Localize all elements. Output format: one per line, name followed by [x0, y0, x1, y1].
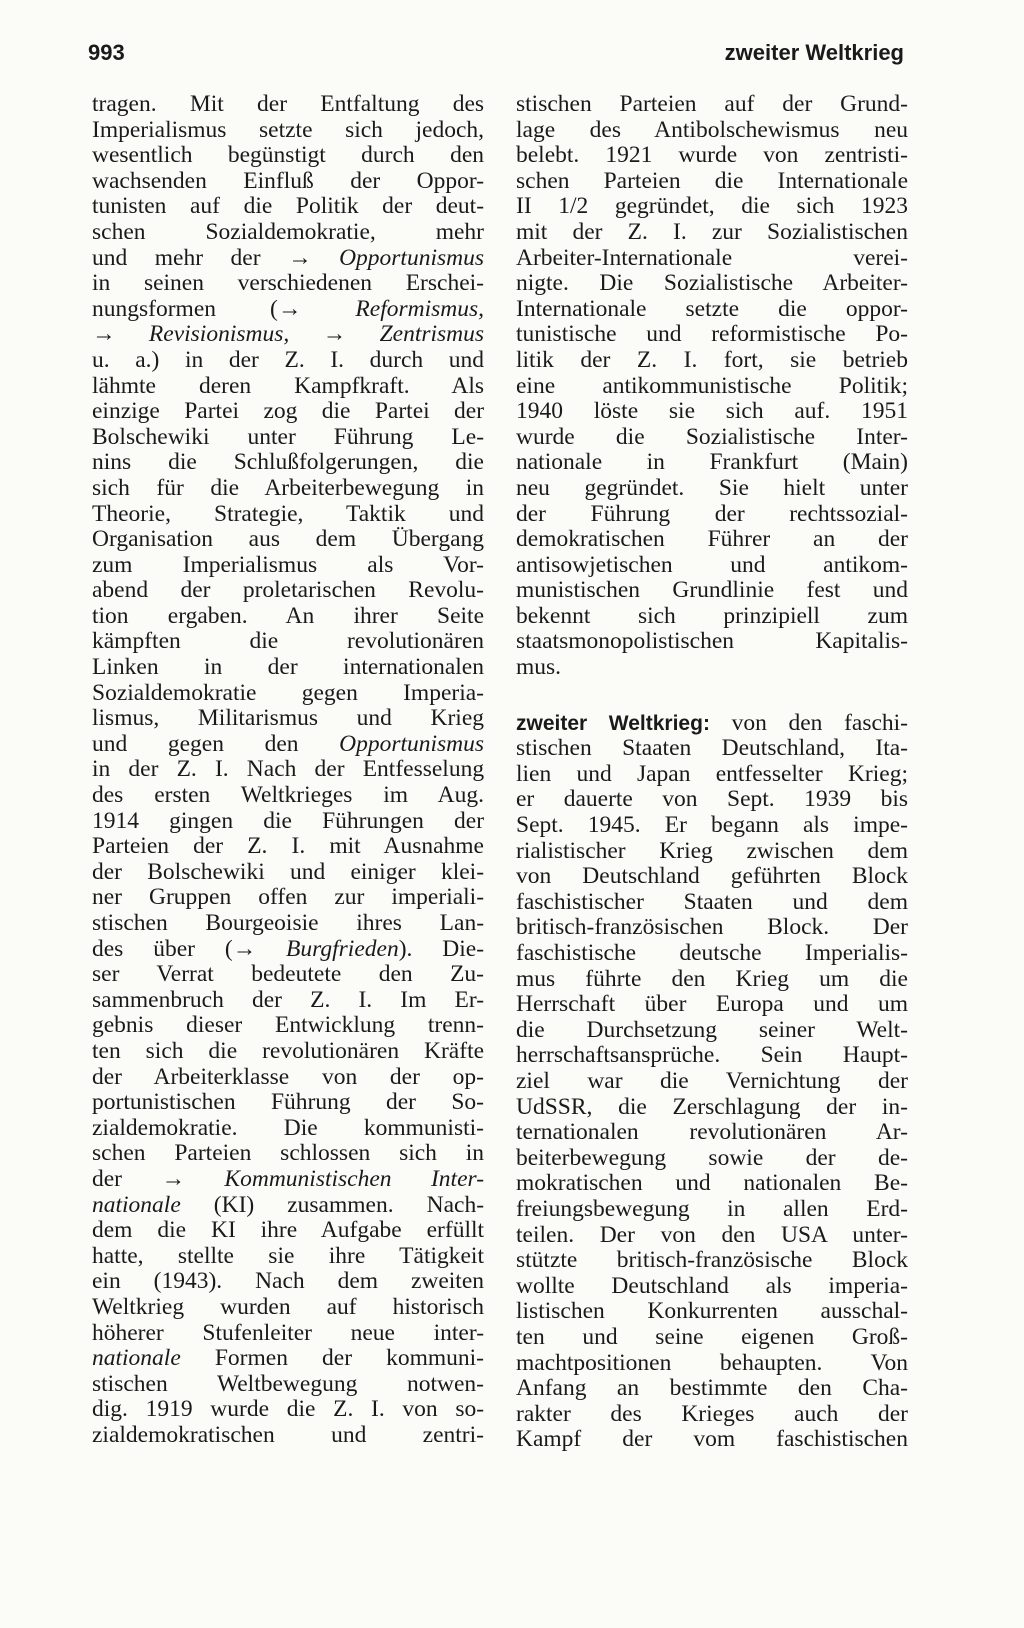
text-line: faschistische deutsche Imperialis- — [516, 941, 908, 966]
text-line: des über (→ Burgfrieden). Die- — [92, 936, 484, 962]
text-line: zialdemokratie. Die kommunisti- — [92, 1115, 484, 1141]
text-line: tragen. Mit der Entfaltung des — [92, 92, 484, 117]
text-line: der Bolschewiki und einiger klei- — [92, 859, 484, 885]
text-line: UdSSR, die Zerschlagung der in- — [516, 1094, 908, 1120]
text-line: Weltkrieg wurden auf historisch — [92, 1294, 484, 1320]
text-line: zialdemokratischen und zentri- — [92, 1422, 484, 1448]
dictionary-entry — [516, 711, 908, 1453]
text-line: hatte, stellte sie ihre Tätigkeit — [92, 1243, 484, 1269]
text-line: 1914 gingen die Führungen der — [92, 808, 484, 834]
text-line: munistischen Grundlinie fest und — [516, 578, 908, 604]
text-line: sammenbruch der Z. I. Im Er- — [92, 987, 484, 1013]
text-line: in seinen verschiedenen Erschei- — [92, 271, 484, 297]
text-line: dem die KI ihre Aufgabe erfüllt — [92, 1218, 484, 1244]
text-line: wesentlich begünstigt durch den — [92, 143, 484, 169]
text-line: ten und seine eigenen Groß- — [516, 1324, 908, 1350]
text-line: Imperialismus setzte sich jedoch, — [92, 117, 484, 143]
text-line: und mehr der → Opportunismus — [92, 245, 484, 271]
text-line: faschistischer Staaten und dem — [516, 889, 908, 915]
text-line: stischen Staaten Deutschland, Ita- — [516, 736, 908, 762]
text-line: Arbeiter-Internationale verei- — [516, 245, 908, 271]
entry-first-line — [516, 711, 908, 737]
text-line: mus. — [516, 655, 562, 681]
text-line: eine antikommunistische Politik; — [516, 373, 908, 399]
text-line: rialistischer Krieg zwischen dem — [516, 838, 908, 864]
text-line: abend der proletarischen Revolu- — [92, 578, 484, 604]
text-line: nungsformen (→ Reformismus, — [92, 296, 484, 322]
text-line: Linken in der internationalen — [92, 655, 484, 681]
text-line: britisch-französischen Block. Der — [516, 915, 908, 941]
text-line: Kampf der vom faschistischen — [516, 1427, 908, 1453]
text-line: Parteien der Z. I. mit Ausnahme — [92, 834, 484, 860]
text-line: zum Imperialismus als Vor- — [92, 552, 484, 578]
text-line: Organisation aus dem Übergang — [92, 527, 484, 553]
text-line: in der Z. I. Nach der Entfesselung — [92, 757, 484, 783]
text-line: schen Parteien die Internationale — [516, 168, 908, 194]
text-line: teilen. Der von den USA unter- — [516, 1222, 908, 1248]
text-line: 1940 löste sie sich auf. 1951 — [516, 399, 908, 425]
right-column — [516, 92, 908, 1453]
text-line: kämpften die revolutionären — [92, 629, 484, 655]
text-line: nationale in Frankfurt (Main) — [516, 450, 908, 476]
text-line: nationale Formen der kommuni- — [92, 1346, 484, 1372]
text-line: höherer Stufenleiter neue inter- — [92, 1320, 484, 1346]
entry-first-line-text: von den faschi- — [731, 710, 908, 736]
text-line: schen Sozialdemokratie, mehr — [92, 219, 484, 245]
text-line: ternationalen revolutionären Ar- — [516, 1120, 908, 1146]
text-line: nigte. Die Sozialistische Arbeiter- — [516, 271, 908, 297]
text-line: Internationale setzte die oppor- — [516, 296, 908, 322]
text-line: lage des Antibolschewismus neu — [516, 117, 908, 143]
text-line: antisowjetischen und antikom- — [516, 552, 908, 578]
text-line: nationale (KI) zusammen. Nach- — [92, 1192, 484, 1218]
text-line: der Führung der rechtssozial- — [516, 501, 908, 527]
text-line: mus führte den Krieg um die — [516, 966, 908, 992]
text-line: neu gegründet. Sie hielt unter — [516, 475, 908, 501]
text-line: stischen Parteien auf der Grund- — [516, 92, 908, 117]
text-line: tion ergaben. An ihrer Seite — [92, 603, 484, 629]
entry-headword: zweiter Weltkrieg: — [516, 711, 710, 735]
text-line: Sept. 1945. Er begann als impe- — [516, 813, 908, 839]
text-line: beiterbewegung sowie der de- — [516, 1145, 908, 1171]
text-line: wurde die Sozialistische Inter- — [516, 424, 908, 450]
text-line: der → Kommunistischen Inter- — [92, 1166, 484, 1192]
text-line: stischen Weltbewegung notwen- — [92, 1371, 484, 1397]
page-header — [88, 40, 904, 76]
text-line: tunisten auf die Politik der deut- — [92, 194, 484, 220]
text-line: Sozialdemokratie gegen Imperia- — [92, 680, 484, 706]
text-line: belebt. 1921 wurde von zentristi- — [516, 143, 908, 169]
text-line: portunistischen Führung der So- — [92, 1090, 484, 1116]
text-line: von Deutschland geführten Block — [516, 864, 908, 890]
text-line: er dauerte von Sept. 1939 bis — [516, 787, 908, 813]
text-line: gebnis dieser Entwicklung trenn- — [92, 1013, 484, 1039]
running-head: zweiter Weltkrieg — [724, 40, 904, 65]
text-line: → Revisionismus, → Zentrismus — [92, 322, 484, 348]
text-line: wollte Deutschland als imperia- — [516, 1273, 908, 1299]
page-number: 993 — [88, 40, 125, 65]
text-line: Anfang an bestimmte den Cha- — [516, 1376, 908, 1402]
text-line: staatsmonopolistischen Kapitalis- — [516, 629, 908, 655]
text-line: einzige Partei zog die Partei der — [92, 399, 484, 425]
text-line: Theorie, Strategie, Taktik und — [92, 501, 484, 527]
text-line: stischen Bourgeoisie ihres Lan- — [92, 911, 484, 936]
text-line: ten sich die revolutionären Kräfte — [92, 1038, 484, 1064]
text-line: mokratischen und nationalen Be- — [516, 1171, 908, 1197]
text-line: mit der Z. I. zur Sozialistischen — [516, 219, 908, 245]
text-line: Herrschaft über Europa und um — [516, 992, 908, 1018]
text-line: litik der Z. I. fort, sie betrieb — [516, 347, 908, 373]
text-line: rakter des Krieges auch der — [516, 1401, 908, 1427]
text-line: ser Verrat bedeutete den Zu- — [92, 962, 484, 988]
left-column — [92, 92, 484, 1448]
text-line: die Durchsetzung seiner Welt- — [516, 1017, 908, 1043]
text-line: demokratischen Führer an der — [516, 527, 908, 553]
text-line: bekennt sich prinzipiell zum — [516, 603, 908, 629]
text-line: schen Parteien schlossen sich in — [92, 1141, 484, 1167]
text-line: lismus, Militarismus und Krieg — [92, 706, 484, 732]
text-line: dig. 1919 wurde die Z. I. von so- — [92, 1397, 484, 1423]
right-column-continuation — [516, 92, 908, 681]
text-line: lähmte deren Kampfkraft. Als — [92, 373, 484, 399]
text-line: herrschaftsansprüche. Sein Haupt- — [516, 1043, 908, 1069]
text-line: freiungsbewegung in allen Erd- — [516, 1196, 908, 1222]
text-line: u. a.) in der Z. I. durch und — [92, 347, 484, 373]
entry-spacer — [516, 681, 908, 711]
text-line: listischen Konkurrenten ausschal- — [516, 1299, 908, 1325]
text-line: der Arbeiterklasse von der op- — [92, 1064, 484, 1090]
text-line: des ersten Weltkrieges im Aug. — [92, 783, 484, 809]
text-line: lien und Japan entfesselter Krieg; — [516, 761, 908, 787]
text-line: ein (1943). Nach dem zweiten — [92, 1269, 484, 1295]
text-line: machtpositionen behaupten. Von — [516, 1350, 908, 1376]
text-line: ziel war die Vernichtung der — [516, 1068, 908, 1094]
text-line: Bolschewiki unter Führung Le- — [92, 424, 484, 450]
text-line: tunistische und reformistische Po- — [516, 322, 908, 348]
text-line: sich für die Arbeiterbewegung in — [92, 475, 484, 501]
text-line: und gegen den Opportunismus — [92, 731, 484, 757]
text-line: nins die Schlußfolgerungen, die — [92, 450, 484, 476]
text-line: ner Gruppen offen zur imperiali- — [92, 885, 484, 911]
text-line: wachsenden Einfluß der Oppor- — [92, 168, 484, 194]
text-line: II 1/2 gegründet, die sich 1923 — [516, 194, 908, 220]
text-line: stützte britisch-französische Block — [516, 1248, 908, 1274]
